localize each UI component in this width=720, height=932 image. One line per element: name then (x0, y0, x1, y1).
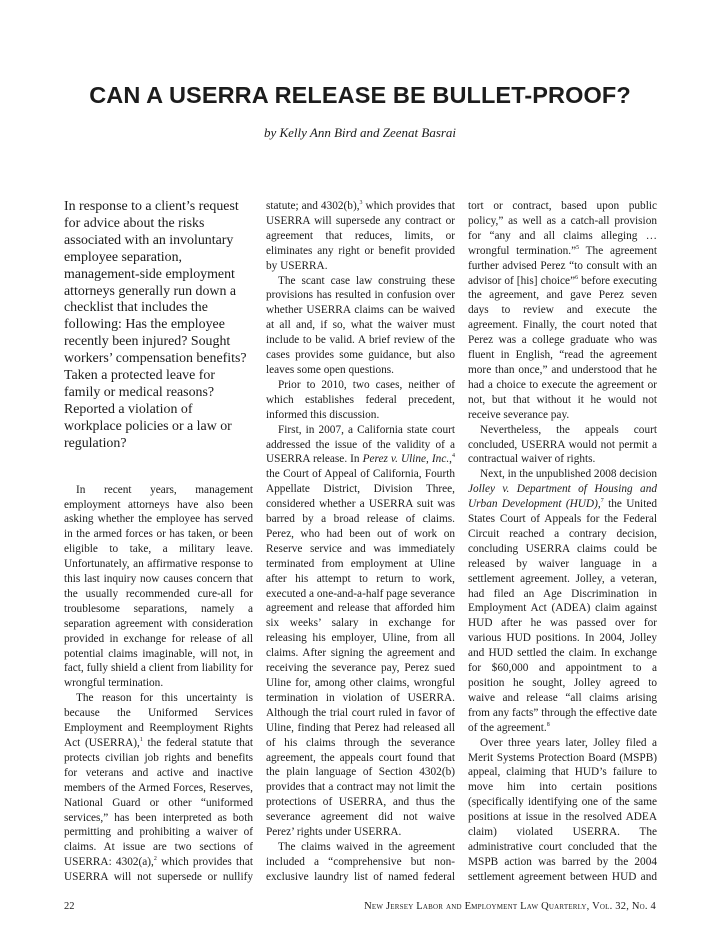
footnote-ref: 2 (153, 856, 157, 863)
lead-paragraph: In response to a client’s request for advice about the risks associated with an involuntary employee separation, management-side employment attorneys generally run down a checklist that includes the following: Has the employee recently been injured? Sought workers’ compensation benefits? Taken a protected leave for family or medical reasons? Reported a violation of workplace policies or a law or regulation? (64, 199, 247, 451)
text-run: the United States Court of Appeals for the Federal Circuit reached a contrary decision, concluding USERRA claims could be released by waiver language in a settlement agreement. Jolley, a veteran, had filed an Age Discrimination in Employment Act (ADEA) claim against HUD after he was passed over for various HUD positions. In 2004, Jolley and HUD settled the claim. In exchange for $60,000 and appointment to a position he sought, Jolley agreed to waive and release “all claims arising from any facts” through the effective date of the agreement. (468, 498, 657, 734)
footnote-ref: 5 (576, 244, 580, 251)
paragraph (64, 691, 253, 884)
footnote-ref: 3 (359, 200, 363, 206)
text-run: the federal statute that protects civilian job rights and benefits for veterans and active and inactive members of the Armed Forces, Reserves, National Guard or other “uniformed services,” has been interpreted as both permitting and prohibiting a waiver of claims. At issue are two sections of USERRA: 4302(a), (64, 737, 253, 869)
paragraph (266, 423, 455, 840)
paragraph: The claims waived in the agreement included a “comprehensive but non-exclusive laundry list of named federal (266, 840, 455, 883)
text-run: The agreement further advised Perez “to consult with an advisor of [his] choice” (468, 244, 657, 287)
page-number: 22 (64, 901, 75, 912)
text-run: tort or contract, based upon public policy,” as well as a catch-all provision for “any and all claims alleging …wrongful termination.” (468, 200, 657, 257)
article-byline: by Kelly Ann Bird and Zeenat Basrai (263, 125, 457, 140)
column-gap (64, 453, 253, 483)
text-run: the Court of Appeal of California, Fourth Appellate District, Division Three, considered whether a USERRA suit was barred by a broad release of claims. Perez, who had been out of work on Reserve service and was immediately terminated from employment at Uline after his attempt to return to work, executed a one-and-a-half page severance agreement and release that afforded him six weeks’ salary in exchange for releasing his employer, Uline, from all claims. After signing the agreement and receiving the severance pay, Perez sued Uline for, among other claims, wrongful termination in violation of USERRA. Although the trial court ruled in favor of Uline, finding that Perez had released all of his claims through the severance agreement, the appeals court found that the plain language of Section 4302(b) provides that a contract may not limit the protections of USERRA, and thus the severance agreement did not waive Perez’ rights under USERRA. (266, 468, 455, 839)
paragraph: Prior to 2010, two cases, neither of which establishes federal precedent, informed this discussion. (266, 378, 455, 421)
text-run: First, in 2007, a California state court addressed the issue of the validity of a USERRA release. In (266, 423, 455, 466)
column-3 (468, 199, 657, 884)
paragraph (266, 199, 455, 274)
text-run: statute; and 4302(b), (266, 200, 360, 212)
text-run: which provides that USERRA will supersede any contract or agreement that reduces, limits, or eliminates any right or benefit provided by USERRA. (266, 200, 455, 272)
article-title: CAN A USERRA RELEASE BE BULLET-PROOF? (89, 82, 631, 108)
case-name: Perez v. Uline, Inc. (362, 453, 450, 466)
paragraph: The scant case law construing these provisions has resulted in confusion over whether USERRA claims can be waived at all and, if so, what the waiver must include to be valid. A brief review of the cases provides some guidance, but also leaves some open questions. (266, 274, 455, 376)
footnote-ref: 8 (546, 721, 550, 728)
text-run: , (449, 453, 452, 466)
paragraph (468, 199, 657, 423)
paragraph: In recent years, management employment attorneys have also been asking whether the employee has served in the armed forces or has taken, or been eligible to take, a military leave. Unfortunately, an affirmative response to this last inquiry now causes concern that the usually recommended cure-all for troublesome separations, namely a separation agreement with consideration provided in exchange for release of all potential claims imaginable, will not, in fact, fully shield a client from liability for wrongful termination. (64, 483, 253, 690)
paragraph: Over three years later, Jolley filed a Merit Systems Protection Board (MSPB) appeal, claiming that HUD’s failure to move him into certain positions (specifically identifying one of the same positions at issue in the resolved ADEA claim) violated USERRA. The administrative court concluded that the MSPB action was barred by the 2004 settlement agreement between HUD and (468, 736, 657, 883)
journal-footer: New Jersey Labor and Employment Law Quarterly, Vol. 32, No. 4 (364, 901, 656, 912)
footnote-ref: 1 (139, 737, 143, 743)
footnote-ref: 4 (452, 453, 455, 460)
text-run: before executing the agreement, and gave Perez seven days to review and execute the agreement. Finally, the court noted that Perez was a college graduate who was fluent in English, “read the agreement more than once,” and understood that he had a choice to execute the agreement or not, but that without it he would not receive severance pay. (468, 274, 657, 421)
paragraph: Nevertheless, the appeals court concluded, USERRA would not permit a contractual waiver of rights. (468, 423, 657, 466)
case-name: Jolley v. Department of Housing and Urban Development (HUD), (468, 483, 657, 511)
paragraph (468, 467, 657, 735)
text-run: Next, in the unpublished 2008 decision (480, 468, 657, 481)
column-2 (266, 199, 455, 884)
text-run: which provides that USERRA will not supersede or nullify (64, 856, 253, 884)
footnote-ref: 7 (600, 498, 604, 505)
column-1 (64, 199, 253, 884)
footnote-ref: 6 (575, 274, 579, 281)
text-run: The reason for this uncertainty is because the Uniformed Services Employment and Reemployment Rights Act (USERRA), (64, 692, 253, 749)
